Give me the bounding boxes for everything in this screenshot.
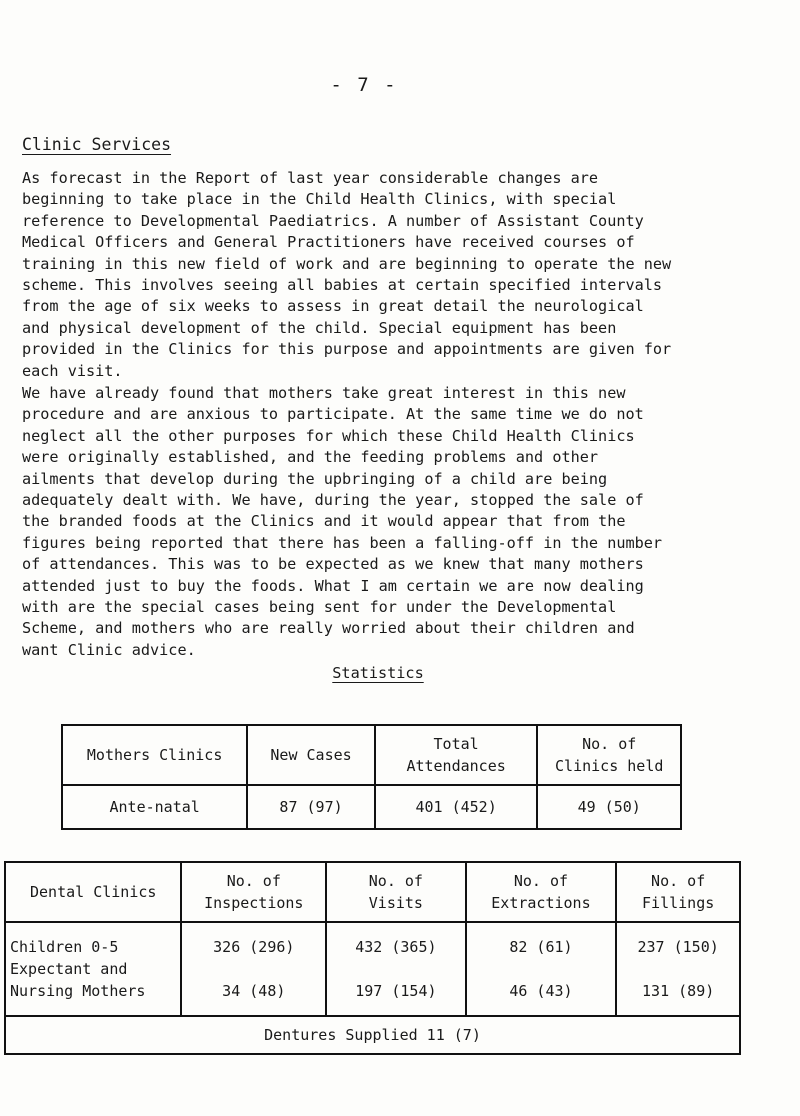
cell-new-cases: 87 (97): [247, 785, 375, 829]
table-header-row: [5, 862, 740, 922]
header-dental-clinics: Dental Clinics: [5, 862, 181, 922]
cell-fillings: [616, 922, 740, 1016]
cell-extractions: [466, 922, 617, 1016]
paragraph-clinic-detail: We have already found that mothers take great interest in this new procedure and are anxious to participate. At the same time we do not neglect all the other purposes for which these Child Health Clinics were originally established, and the feeding problems and other ailments that develop during the upbringing of a child are being adequately dealt with. We have, during the year, stopped the sale of the branded foods at the Clinics and it would appear that from the figures being reported that there has been a falling-off in the number of attendances. This was to be expected as we knew that many mothers attended just to buy the foods. What I am certain we are now dealing with are the special cases being sent for under the Developmental Scheme, and mothers who are really worried about their children and want Clinic advice.: [22, 384, 663, 659]
header-visits: No. of Visits: [326, 862, 465, 922]
row-label-children: Children 0-5: [10, 938, 119, 956]
cell-patient-groups: [5, 922, 181, 1016]
table-row: [62, 785, 681, 829]
header-fillings: No. of Fillings: [616, 862, 740, 922]
header-new-cases: New Cases: [247, 725, 375, 785]
cell-total-attendances: 401 (452): [375, 785, 538, 829]
table-header-row: [62, 725, 681, 785]
dental-clinics-table: [4, 861, 741, 1055]
value-mothers-visits: 197 (154): [355, 982, 437, 1000]
header-total-attendances: Total Attendances: [375, 725, 538, 785]
cell-inspections: [181, 922, 326, 1016]
dentures-row: [5, 1016, 740, 1054]
statistics-heading: Statistics: [332, 664, 424, 682]
cell-clinics-held: 49 (50): [537, 785, 681, 829]
value-children-extractions: 82 (61): [509, 938, 573, 956]
value-mothers-fillings: 131 (89): [642, 982, 715, 1000]
header-clinics-held: No. of Clinics held: [537, 725, 681, 785]
header-inspections: No. of Inspections: [181, 862, 326, 922]
mothers-clinics-table: [61, 724, 682, 830]
value-children-visits: 432 (365): [355, 938, 437, 956]
header-mothers-clinics: Mothers Clinics: [62, 725, 247, 785]
dentures-supplied: Dentures Supplied 11 (7): [5, 1016, 740, 1054]
table-row: [5, 922, 740, 1016]
paragraph-clinic-intro: As forecast in the Report of last year considerable changes are beginning to take place in the Child Health Clinics, with special reference to Developmental Paediatrics. A number of Assistant County Medical Officers and General Practitioners have received courses of training in this new field of work and are beginning to operate the new scheme. This involves seeing all babies at certain specified intervals from the age of six weeks to assess in great detail the neurological and physical development of the child. Special equipment has been provided in the Clinics for this purpose and appointments are given for each visit.: [22, 169, 672, 380]
value-mothers-inspections: 34 (48): [222, 982, 286, 1000]
header-extractions: No. of Extractions: [466, 862, 617, 922]
cell-clinic-type: Ante-natal: [62, 785, 247, 829]
section-heading: Clinic Services: [22, 135, 172, 154]
value-children-fillings: 237 (150): [637, 938, 719, 956]
value-mothers-extractions: 46 (43): [509, 982, 573, 1000]
value-children-inspections: 326 (296): [213, 938, 295, 956]
cell-visits: [326, 922, 465, 1016]
page-number: - 7 -: [330, 74, 398, 96]
row-label-mothers: Expectant and Nursing Mothers: [10, 960, 146, 1000]
